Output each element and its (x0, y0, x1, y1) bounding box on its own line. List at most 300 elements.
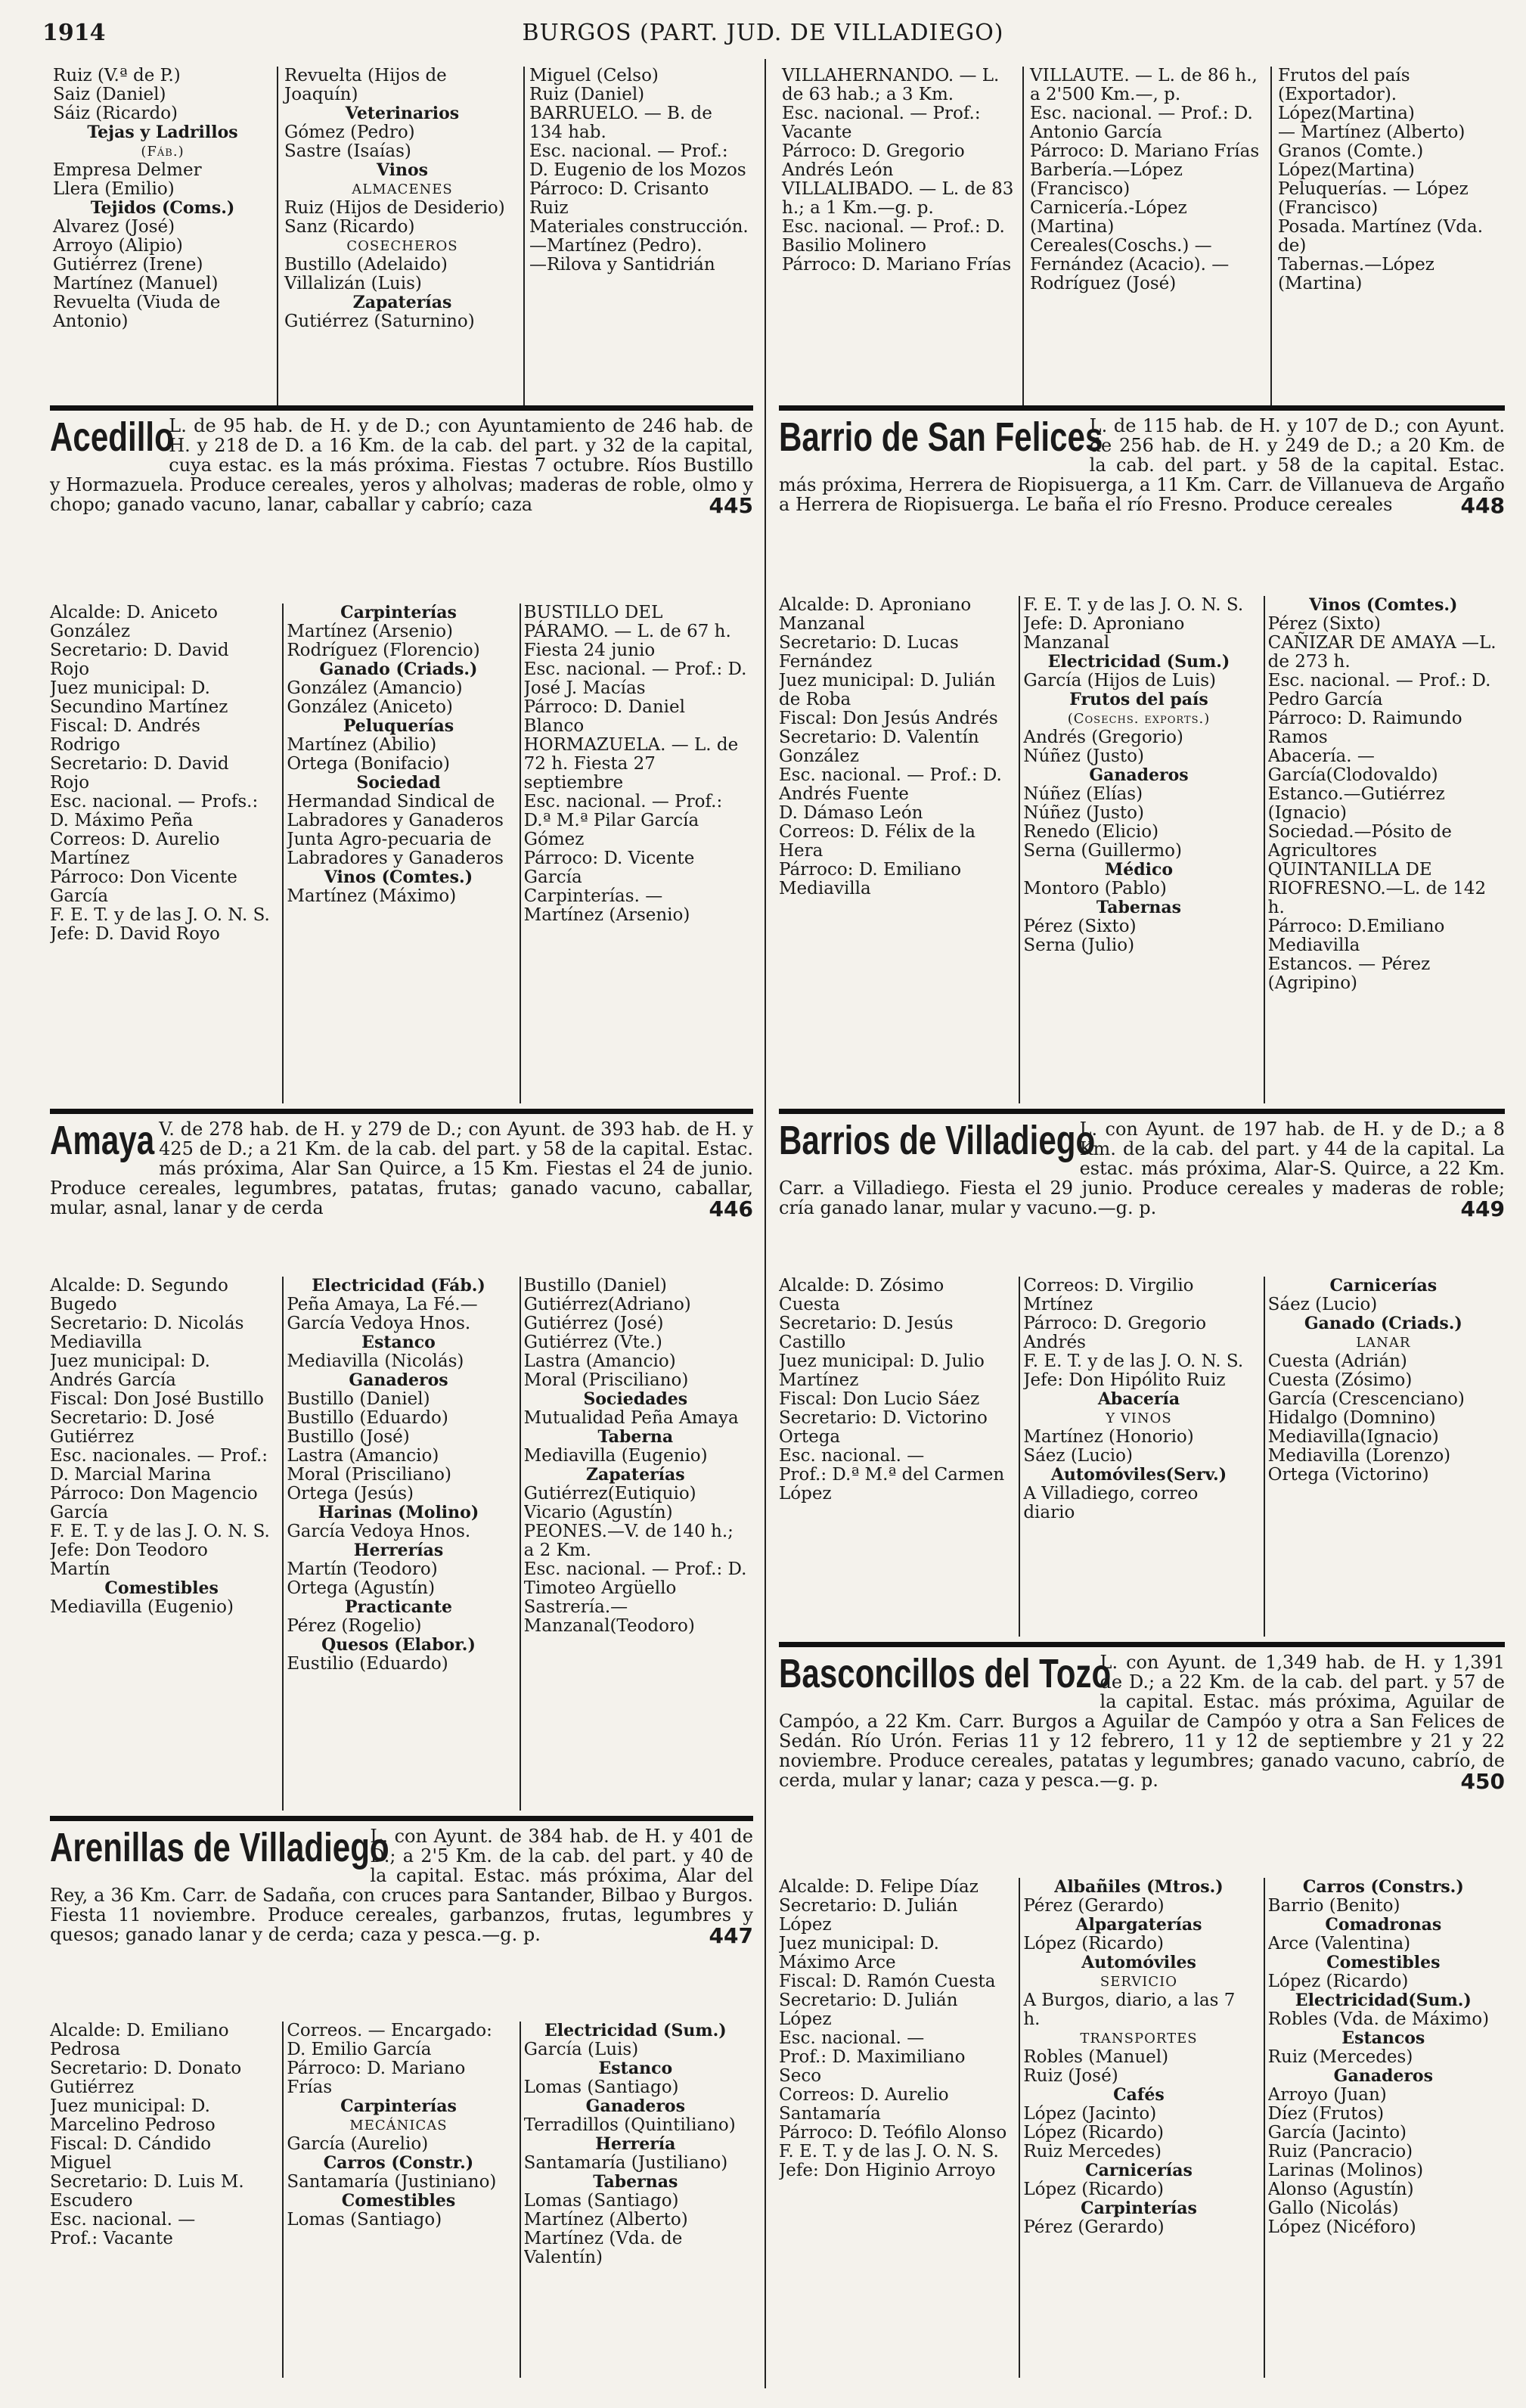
section-title: Amaya (50, 1118, 155, 1163)
section-Barrios-Villadiego-intro (779, 1119, 1505, 1271)
list-item: Tejas y Ladrillos (87, 123, 238, 142)
list-item: Estanco (598, 2059, 673, 2078)
list-item: Tabernas (593, 2172, 678, 2192)
list-item: Ortega (Victorino) (1267, 1465, 1429, 1485)
list-item: Carpinterías. — Martínez (Arsenio) (523, 886, 690, 925)
page-number: 1914 (42, 20, 106, 46)
list-item: Esc. nacional. — Prof.: D. Eugenio de los Mozos (529, 141, 746, 180)
list-item: Párroco: D. Raimundo Ramos (1267, 709, 1462, 747)
list-item: Sáez (Lucio) (1023, 1446, 1133, 1466)
list-item: Fiscal: Don Jesús Andrés (779, 709, 998, 728)
divider (520, 604, 521, 1103)
center-divider (765, 59, 766, 2388)
top-left-col-3 (529, 67, 749, 275)
list-item: Jefe: Don Teodoro Martín (50, 1541, 208, 1579)
list-item: Mediavilla (Eugenio) (523, 1446, 708, 1466)
list-item: F. E. T. y de las J. O. N. S. (779, 2142, 999, 2161)
section-description: L. de 115 hab. de H. y 107 de D.; con Ayunt. de 256 hab. de H. y 249 de D.; a 20 Km. de la cab. del part. y 58 de la capital. Estac. más próxima, Herrera de Riopisuerga, a 11 Km. Carr. de Villanueva de Argaño a Herrera de Riopisuerga. Le baña el río Fresno. Produce cereales (779, 415, 1505, 515)
list-item: Abacería (1097, 1389, 1180, 1409)
section-column (50, 2022, 273, 2382)
list-item: ALMACENES (352, 182, 453, 197)
top-left-col-2 (284, 67, 520, 331)
section-description: L. de 95 hab. de H. y de D.; con Ayuntamiento de 246 hab. de H. y 218 de D. a 16 Km. de la cab. del part. y 32 de la capital, cuya estac. es la más próxima. Fiestas 7 octubre. Ríos Bustillo y Hormazuela. Produce cereales, yeros y alholvas; maderas de roble, olmo y chopo; ganado vacuno, lanar, caballar y cabrío; caza (50, 415, 753, 515)
list-item: A Villadiego, correo diario (1023, 1484, 1199, 1522)
list-item: Alcalde: D. Segundo Bugedo (50, 1277, 228, 1314)
divider (1022, 67, 1024, 407)
list-item: Cuesta (Adrián) (1267, 1351, 1407, 1371)
top-right-col-3 (1278, 67, 1505, 293)
list-item: Martínez (Máximo) (287, 886, 457, 906)
list-item: Esc. nacional. — Prof.: D. Timoteo Argüello (523, 1559, 747, 1598)
list-item: PEONES.—V. de 140 h.; a 2 Km. (523, 1522, 734, 1560)
list-item: Villalizán (Luis) (284, 274, 422, 293)
list-item: Carpinterías (1081, 2199, 1197, 2218)
list-item: Electricidad (Sum.) (1047, 652, 1230, 672)
list-item: Carpinterías (340, 604, 457, 622)
list-item: Díez (Frutos) (1267, 2104, 1385, 2124)
section-column (287, 604, 510, 1108)
list-item: Vinos (376, 160, 429, 180)
list-item: Montoro (Pablo) (1023, 879, 1167, 898)
list-item: D. Dámaso León (779, 803, 923, 823)
list-item: Junta Agro-pecuaria de Labradores y Ganaderos (287, 830, 504, 868)
list-item: Barrio (Benito) (1267, 1896, 1400, 1916)
list-item: Lomas (Santiago) (523, 2078, 679, 2097)
list-item: Empresa Delmer (53, 160, 202, 180)
list-item: Carnicería.-López (Martina) (1030, 198, 1187, 237)
divider (282, 604, 284, 1103)
top-right-col-2 (1030, 67, 1266, 293)
list-item: Ganado (Criads.) (1304, 1314, 1462, 1333)
divider (282, 2022, 284, 2378)
top-right-col-1 (782, 67, 1018, 275)
list-item: Juez municipal: D. Máximo Arce (779, 1934, 939, 1972)
list-item: Revuelta (Viuda de Antonio) (53, 293, 221, 331)
list-item: García (Crescenciano) (1267, 1389, 1465, 1409)
list-item: Secretario: D. Donato Gutiérrez (50, 2059, 242, 2097)
list-item: Larinas (Molinos) (1267, 2161, 1424, 2180)
list-item: Gutiérrez(Adriano) (523, 1295, 691, 1314)
list-item: Moral (Prisciliano) (287, 1465, 451, 1485)
list-item: VILLAUTE. — L. de 86 h., a 2'500 Km.—, p. (1030, 66, 1258, 104)
list-item: Andrés (Gregorio) (1023, 728, 1183, 747)
list-item: Esc. nacional. — Prof.: D. Pedro García (1267, 671, 1491, 709)
list-item: Estancos. — Pérez (Agripino) (1267, 954, 1431, 993)
section-column (50, 604, 273, 1108)
section-column (287, 2022, 510, 2382)
list-item: Mediavilla (Lorenzo) (1267, 1446, 1451, 1466)
entry-number: 449 (1460, 1196, 1505, 1221)
section-column (1023, 596, 1254, 1108)
section-column (524, 604, 747, 1108)
list-item: Martínez (Manuel) (53, 274, 219, 293)
section-rule (779, 1642, 1505, 1647)
list-item: Llera (Emilio) (53, 179, 175, 199)
section-rule (50, 1816, 753, 1821)
list-item: Serna (Julio) (1023, 936, 1135, 955)
list-item: Juez municipal: D. Secundino Martínez (50, 678, 228, 717)
list-item: Párroco: D. Mariano Frías (782, 255, 1012, 275)
section-rule (779, 405, 1505, 411)
list-item: Alcalde: D. Felipe Díaz (779, 1878, 979, 1897)
list-item: F. E. T. y de las J. O. N. S. (50, 1522, 270, 1541)
list-item: Tejidos (Coms.) (90, 198, 235, 218)
list-item: Núñez (Justo) (1023, 803, 1144, 823)
list-item: Bustillo (Eduardo) (287, 1408, 448, 1428)
list-item: Núñez (Elías) (1023, 784, 1143, 804)
list-item: Posada. Martínez (Vda. de) (1278, 217, 1484, 256)
list-item: Secretario: D. Nicolás Mediavilla (50, 1314, 244, 1352)
list-item: Párroco: D. Emiliano Mediavilla (779, 860, 962, 898)
section-column (1268, 1878, 1499, 2382)
list-item: López (Ricardo) (1267, 1972, 1409, 1991)
list-item: Secretario: D. José Gutiérrez (50, 1408, 215, 1447)
list-item: López (Nicéforo) (1267, 2217, 1416, 2237)
list-item: Correos: D. Aurelio Martínez (50, 830, 220, 868)
entry-number: 446 (709, 1196, 753, 1221)
list-item: (Fáb.) (141, 144, 185, 160)
list-item: Pérez (Gerardo) (1023, 1896, 1165, 1916)
list-item: González (Aniceto) (287, 697, 453, 717)
list-item: Fiscal: Don Lucio Sáez (779, 1389, 980, 1409)
list-item: Peña Amaya, La Fé.—García Vedoya Hnos. (287, 1295, 478, 1333)
divider (1264, 1878, 1265, 2378)
section-title: Arenillas de Villadiego (50, 1825, 389, 1870)
list-item: Materiales construcción.—Martínez (Pedro). (529, 217, 749, 256)
list-item: BARRUELO. — B. de 134 hab. (529, 104, 712, 142)
list-item: Juez municipal: D. Julio Martínez (779, 1351, 985, 1390)
list-item: — Martínez (Alberto) (1278, 123, 1466, 142)
list-item: Taberna (597, 1427, 674, 1447)
divider (520, 1277, 521, 1811)
section-Arenillas-intro (50, 1826, 753, 2015)
list-item: Martín (Teodoro) (287, 1559, 438, 1579)
list-item: LANAR (1356, 1335, 1411, 1351)
list-item: Gómez (Pedro) (284, 123, 415, 142)
list-item: Sociedad.—Pósito de Agricultores (1267, 822, 1452, 861)
list-item: Lomas (Santiago) (523, 2191, 679, 2211)
list-item: Mediavilla (Nicolás) (287, 1351, 464, 1371)
list-item: Martínez (Alberto) (523, 2210, 688, 2230)
section-column (1023, 1878, 1254, 2382)
list-item: Granos (Comte.) López(Martina) (1278, 141, 1424, 180)
list-item: Herrerías (353, 1541, 444, 1560)
list-item: Gutiérrez (Irene) (53, 255, 203, 275)
list-item: Pérez (Gerardo) (1023, 2217, 1165, 2237)
list-item: Mediavilla(Ignacio) (1267, 1427, 1439, 1447)
list-item: Frutos del país (1069, 690, 1208, 709)
entry-number: 450 (1460, 1769, 1505, 1794)
section-column (1268, 1277, 1499, 1641)
list-item: Médico (1104, 860, 1174, 880)
list-item: Hidalgo (Domnino) (1267, 1408, 1436, 1428)
list-item: Juez municipal: D. Marcelino Pedroso (50, 2096, 216, 2135)
list-item: Automóviles(Serv.) (1050, 1465, 1227, 1485)
list-item: Alonso (Agustín) (1267, 2180, 1414, 2199)
list-item: Frutos del país (Exportador). López(Martina) (1278, 66, 1415, 123)
list-item: Ruiz (V.ª de P.) (53, 66, 181, 85)
list-item: Serna (Guillermo) (1023, 841, 1182, 861)
list-item: Esc. nacional. — Prof.: D.ª M.ª Pilar García Gómez (523, 792, 723, 849)
list-item: García (Luis) (523, 2040, 639, 2059)
list-item: Rodríguez (Florencio) (287, 641, 480, 660)
list-item: Albañiles (Mtros.) (1054, 1878, 1224, 1897)
list-item: Bustillo (Adelaido) (284, 255, 448, 275)
list-item: Párroco: D. Gregorio Andrés León (782, 141, 965, 180)
list-item: Ortega (Jesús) (287, 1484, 414, 1503)
list-item: Martínez (Honorio) (1023, 1427, 1194, 1447)
list-item: Peluquerías. — López (Francisco) (1278, 179, 1469, 218)
list-item: Barbería.—López (Francisco) (1030, 160, 1183, 199)
section-column (524, 1277, 747, 1815)
list-item: Comadronas (1325, 1915, 1442, 1935)
list-item: Electricidad(Sum.) (1295, 1991, 1472, 2010)
section-column (1268, 596, 1499, 1108)
list-item: Gallo (Nicolás) (1267, 2199, 1399, 2218)
section-column (524, 2022, 747, 2382)
list-item: Esc. nacionales. — Prof.: D. Marcial Marina (50, 1446, 268, 1485)
list-item: Párroco: D.Emiliano Mediavilla (1267, 917, 1445, 955)
list-item: (Cosechs. exports.) (1067, 711, 1211, 727)
list-item: García (Hijos de Luis) (1023, 671, 1217, 690)
divider (1019, 596, 1020, 1103)
list-item: Arroyo (Juan) (1267, 2085, 1387, 2105)
divider (1270, 67, 1272, 407)
section-rule (50, 1109, 753, 1114)
list-item: VILLAHERNANDO. — L. de 63 hab.; a 3 Km. (782, 66, 1000, 104)
list-item: Vicario (Agustín) (523, 1503, 673, 1522)
list-item: Sastre (Isaías) (284, 141, 411, 161)
list-item: TRANSPORTES (1080, 2031, 1198, 2046)
list-item: Esc. nacional. — Prof.: D. José J. Macías (523, 659, 747, 698)
list-item: López (Ricardo) (1023, 1934, 1164, 1953)
section-title: Basconcillos del Tozo (779, 1651, 1112, 1696)
list-item: Párroco: Don Magencio García (50, 1484, 258, 1522)
section-column (779, 1277, 1010, 1641)
list-item: Martínez (Abilio) (287, 735, 437, 755)
section-title: Barrios de Villadiego (779, 1118, 1096, 1163)
section-title: Barrio de San Felices (779, 414, 1103, 460)
list-item: Carnicerías (1329, 1277, 1438, 1296)
section-title: Acedillo (50, 414, 174, 460)
list-item: Lomas (Santiago) (287, 2210, 442, 2230)
list-item: Esc. nacional. — Prof.: Vacante (782, 104, 981, 142)
list-item: MECÁNICAS (349, 2118, 448, 2133)
list-item: Juez municipal: D. Andrés García (50, 1351, 210, 1390)
list-item: Sociedades (583, 1389, 688, 1409)
list-item: Párroco: D. Mariano Frías (1030, 141, 1260, 161)
list-item: HORMAZUELA. — L. de 72 h. Fiesta 27 septiembre (523, 735, 739, 793)
list-item: Miguel (Celso) (529, 66, 659, 85)
list-item: Esc. nacional. — Profs.: D. Máximo Peña (50, 792, 259, 830)
list-item: Comestibles (104, 1578, 219, 1598)
divider (282, 1277, 284, 1811)
list-item: Bustillo (José) (287, 1427, 410, 1447)
list-item: Gutiérrez (Saturnino) (284, 312, 475, 331)
list-item: Tabernas (1096, 898, 1182, 917)
list-item: García Vedoya Hnos. (287, 1522, 471, 1541)
list-item: Jefe: Don Hipólito Ruiz (1023, 1370, 1226, 1390)
list-item: Pérez (Sixto) (1023, 917, 1137, 936)
list-item: Gutiérrez (Vte.) (523, 1333, 662, 1352)
list-item: Esc. nacional. — Prof.: D. Basilio Molinero (782, 217, 1005, 256)
list-item: Carros (Constr.) (323, 2153, 474, 2173)
list-item: Ortega (Bonifacio) (287, 754, 450, 774)
list-item: Jefe: D. Aproniano Manzanal (1023, 614, 1185, 653)
section-column (779, 1878, 1010, 2382)
list-item: Alcalde: D. Aniceto González (50, 604, 218, 641)
list-item: Lastra (Amancio) (287, 1446, 439, 1466)
section-rule (50, 405, 753, 411)
list-item: García (Jacinto) (1267, 2123, 1407, 2143)
list-item: Cuesta (Zósimo) (1267, 1370, 1413, 1390)
list-item: Bustillo (Daniel) (523, 1277, 667, 1296)
list-item: Herrería (595, 2134, 676, 2154)
list-item: BUSTILLO DEL PÁRAMO. — L. de 67 h. Fiesta 24 junio (523, 604, 731, 660)
list-item: López (Ricardo) (1023, 2180, 1164, 2199)
list-item: Estanco.—Gutiérrez (Ignacio) (1267, 784, 1445, 823)
section-column (50, 1277, 273, 1815)
list-item: Correos: D. Virgilio Mrtínez (1023, 1277, 1194, 1314)
list-item: Arce (Valentina) (1267, 1934, 1411, 1953)
section-description: L. con Ayunt. de 384 hab. de H. y 401 de D.; a 2'5 Km. de la cab. del part. y 40 de la capital. Estac. más próxima, Alar del Rey, a 36 Km. Carr. de Sadaña, con cruces para Santander, Bilbao y Burgos. Fiesta 11 noviembre. Produce cereales, garbanzos, frutas, legumbres y quesos; ganado lanar y de cerda; caza y pesca.—g. p. (50, 1826, 753, 1945)
list-item: Secretario: D. Victorino Ortega (779, 1408, 988, 1447)
list-item: Fiscal: Don José Bustillo (50, 1389, 265, 1409)
list-item: Secretario: D. Jesús Castillo (779, 1314, 954, 1352)
list-item: Ruiz (José) (1023, 2066, 1118, 2086)
section-column (1023, 1277, 1254, 1641)
list-item: Mutualidad Peña Amaya (523, 1408, 739, 1428)
list-item: Ganaderos (349, 1370, 448, 1390)
list-item: Alcalde: D. Zósimo Cuesta (779, 1277, 944, 1314)
list-item: Sanz (Ricardo) (284, 217, 415, 237)
list-item: Correos: D. Aurelio Santamaría (779, 2085, 949, 2124)
list-item: Cereales(Coschs.) — Fernández (Acacio). — Rodríguez (José) (1030, 236, 1230, 293)
list-item: Correos: D. Félix de la Hera (779, 822, 976, 861)
list-item: Secretario: D. Lucas Fernández (779, 633, 959, 672)
list-item: Esc. nacional. — Prof.: D. Andrés Fuente (779, 765, 1002, 804)
list-item: Carnicerías (1085, 2161, 1193, 2180)
list-item: Estancos (1341, 2028, 1425, 2048)
divider (277, 67, 278, 407)
list-item: Alpargaterías (1075, 1915, 1202, 1935)
list-item: A Burgos, diario, a las 7 h. (1023, 1991, 1236, 2029)
list-item: Jefe: D. David Royo (50, 924, 220, 944)
list-item: Hermandad Sindical de Labradores y Ganaderos (287, 792, 504, 830)
section-column (779, 596, 1010, 1108)
section-description: L. con Ayunt. de 197 hab. de H. y de D.; a 8 Km. de la cab. del part. y 44 de la capital. La estac. más próxima, Alar-S. Quirce, a 22 Km. Carr. a Villadiego. Fiesta el 29 junio. Produce cereales y maderas de roble; cría ganado lanar, mular y vacuno.—g. p. (779, 1119, 1505, 1218)
section-rule (779, 1109, 1505, 1114)
list-item: Párroco: D. Gregorio Andrés (1023, 1314, 1207, 1352)
list-item: Ganaderos (1089, 765, 1189, 785)
list-item: Ruiz (Pancracio) (1267, 2142, 1413, 2161)
list-item: Renedo (Elicio) (1023, 822, 1159, 842)
list-item: López (Jacinto) (1023, 2104, 1157, 2124)
list-item: Ganaderos (585, 2096, 685, 2116)
list-item: Ganado (Criads.) (319, 659, 478, 679)
list-item: Cafés (1113, 2085, 1165, 2105)
list-item: Revuelta (Hijos de Joaquín) (284, 66, 447, 104)
list-item: Ruiz Mercedes) (1023, 2142, 1162, 2161)
list-item: Alcalde: D. Aproniano Manzanal (779, 596, 972, 634)
section-description: L. con Ayunt. de 1,349 hab. de H. y 1,391 de D.; a 22 Km. de la cab. del part. y 57 de la capital. Estac. más próxima, Aguilar de Campóo, a 22 Km. Carr. Burgos a Aguilar de Campóo y otra a San Felices de Sedán. Río Urón. Ferias 11 y 12 febrero, 11 y 12 de septiembre y 21 y 22 noviembre. Produce cereales, patatas y legumbres; ganado vacuno, cabrío, de cerda, mular y lanar; caza y pesca.—g. p. (779, 1652, 1505, 1791)
list-item: Sastrería.—Manzanal(Teodoro) (523, 1597, 695, 1636)
list-item: Correos. — Encargado: D. Emilio García (287, 2022, 492, 2059)
list-item: Vinos (Comtes.) (324, 867, 473, 887)
list-item: Secretario: D. Valentín González (779, 728, 979, 766)
list-item: Ruiz (Hijos de Desiderio) (284, 198, 505, 218)
section-description: V. de 278 hab. de H. y 279 de D.; con Ayunt. de 393 hab. de H. y 425 de D.; a 21 Km. de la cab. del part. y 58 de la capital. Estac. más próxima, Alar San Quirce, a 15 Km. Fiestas el 24 de junio. Produce cereales, legumbres, patatas, frutas; ganado vacuno, caballar, mular, asnal, lanar y de cerda (50, 1119, 753, 1218)
section-column (287, 1277, 510, 1815)
page-title: BURGOS (PART. JUD. DE VILLADIEGO) (522, 20, 1004, 46)
list-item: Zapaterías (585, 1465, 685, 1485)
list-item: Carros (Constrs.) (1302, 1878, 1464, 1897)
list-item: Comestibles (1326, 1953, 1441, 1972)
list-item: Secretario: D. Luis M. Escudero (50, 2172, 244, 2211)
divider (1264, 596, 1265, 1103)
list-item: Saiz (Daniel) (53, 85, 166, 104)
list-item: Secretario: D. Julián López (779, 1896, 958, 1935)
list-item: Martínez (Vda. de Valentín) (523, 2229, 683, 2267)
list-item: Martínez (Arsenio) (287, 622, 454, 641)
list-item: Gutiérrez (José) (523, 1314, 664, 1333)
section-Basconcillos-intro (779, 1652, 1505, 1872)
list-item: Sociedad (356, 773, 441, 793)
list-item: Comestibles (341, 2191, 456, 2211)
list-item: Secretario: D. David Rojo (50, 641, 229, 679)
list-item: Núñez (Justo) (1023, 746, 1144, 766)
list-item: Y VINOS (1106, 1410, 1172, 1426)
list-item: Ortega (Agustín) (287, 1578, 436, 1598)
list-item: F. E. T. y de las J. O. N. S. (1023, 596, 1244, 615)
list-item: Santamaría (Justiniano) (287, 2172, 497, 2192)
list-item: López (Ricardo) (1023, 2123, 1164, 2143)
list-item: Fiscal: D. Andrés Rodrigo (50, 716, 200, 755)
list-item: Veterinarios (345, 104, 460, 123)
list-item: García (Aurelio) (287, 2134, 429, 2154)
list-item: Lastra (Amancio) (523, 1351, 676, 1371)
list-item: Electricidad (Fáb.) (312, 1277, 485, 1296)
list-item: Electricidad (Sum.) (544, 2022, 727, 2040)
entry-number: 445 (709, 493, 753, 518)
list-item: Pérez (Sixto) (1267, 614, 1381, 634)
list-item: Ruiz (Mercedes) (1267, 2047, 1413, 2067)
list-item: Robles (Vda. de Máximo) (1267, 2009, 1490, 2029)
list-item: Moral (Prisciliano) (523, 1370, 689, 1390)
list-item: Bustillo (Daniel) (287, 1389, 430, 1409)
list-item: Tabernas.—López (Martina) (1278, 255, 1435, 293)
list-item: Gutiérrez(Eutiquio) (523, 1484, 696, 1503)
section-Amaya-intro (50, 1119, 753, 1271)
list-item: Eustilio (Eduardo) (287, 1654, 448, 1674)
list-item: Secretario: D. Julián López (779, 1991, 958, 2029)
divider (520, 2022, 521, 2378)
list-item: Harinas (Molino) (318, 1503, 479, 1522)
list-item: Quesos (Elabor.) (321, 1635, 476, 1655)
top-left-col-1 (53, 67, 272, 331)
list-item: VILLALIBADO. — L. de 83 h.; a 1 Km.—g. p. (782, 179, 1014, 218)
list-item: F. E. T. y de las J. O. N. S. (1023, 1351, 1244, 1371)
section-Barrio-San-Felices-intro (779, 416, 1505, 590)
list-item: Párroco: D. Crisanto Ruiz (529, 179, 709, 218)
list-item: Alcalde: D. Emiliano Pedrosa (50, 2022, 229, 2059)
list-item: Mediavilla (Eugenio) (50, 1597, 234, 1617)
list-item: González (Amancio) (287, 678, 463, 698)
list-item: Automóviles (1081, 1953, 1196, 1972)
divider (1264, 1277, 1265, 1637)
list-item: Esc. nacional. — Prof.: D. Antonio García (1030, 104, 1253, 142)
list-item: Ruiz (Daniel) (529, 85, 645, 104)
